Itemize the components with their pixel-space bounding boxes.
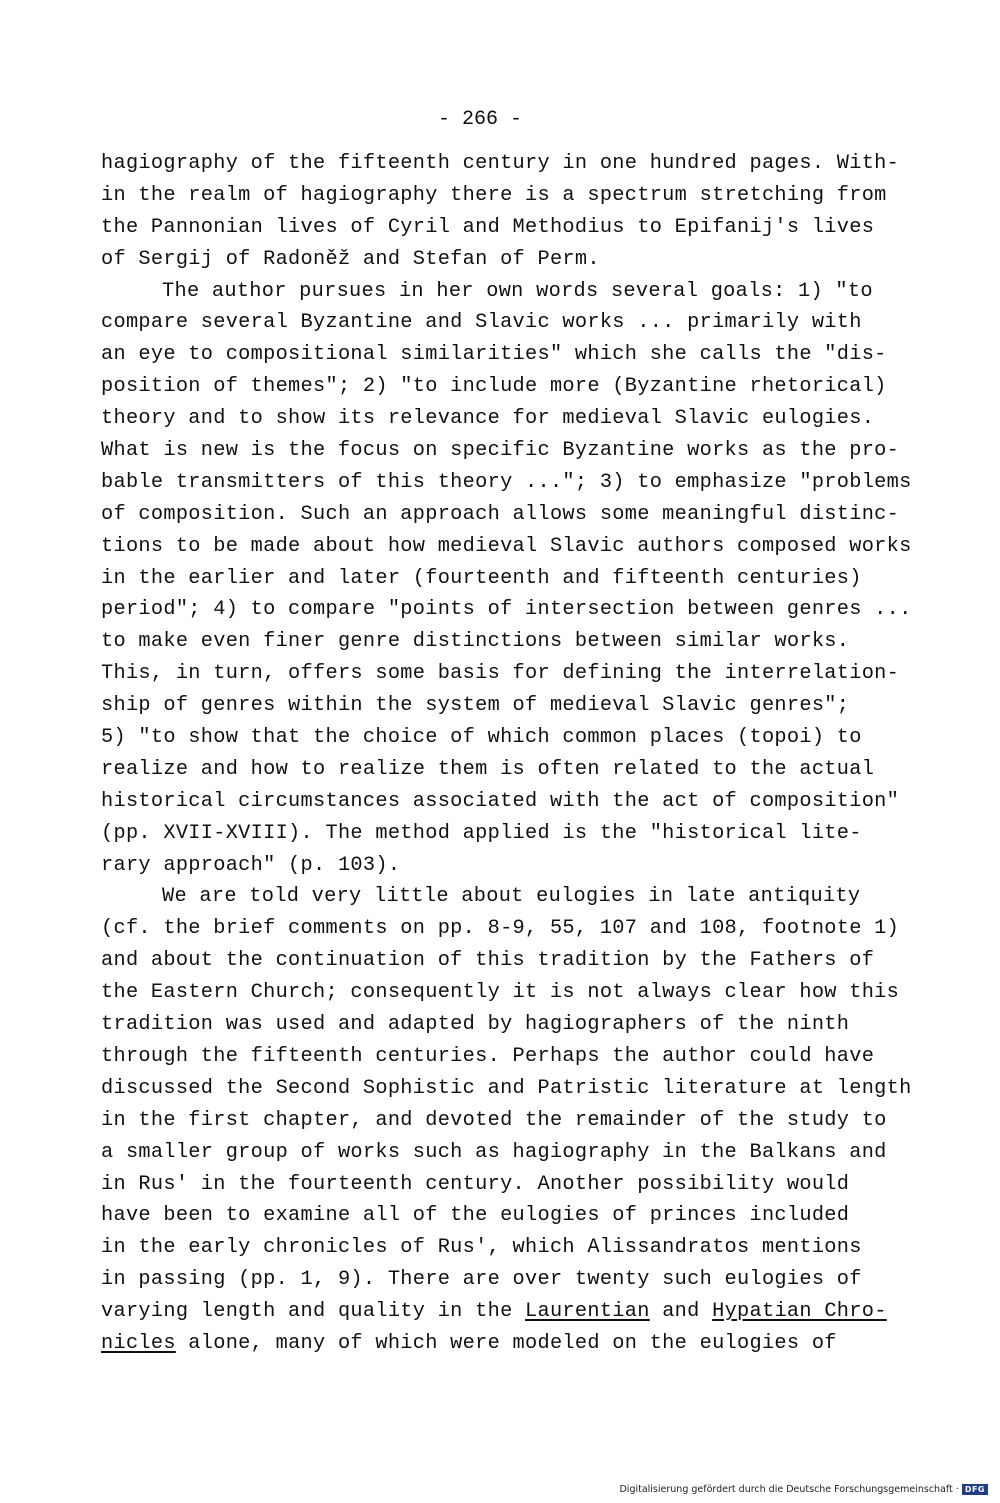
text-line: through the fifteenth centuries. Perhaps the author could have [101,1044,875,1068]
text-line: 5) "to show that the choice of which common places (topoi) to [101,726,862,750]
text-line: compare several Byzantine and Slavic works ... primarily with [101,311,862,335]
text-line: The author pursues in her own words several goals: 1) "to [162,279,873,303]
text-line: have been to examine all of the eulogies of princes included [101,1204,850,1228]
paragraph-2 [101,276,931,882]
text-line: hagiography of the fifteenth century in one hundred pages. With- [101,152,900,175]
text-line [101,1296,931,1328]
text-line: in Rus' in the fourteenth century. Another possibility would [101,1172,850,1196]
text-line: ship of genres within the system of medieval Slavic genres"; [101,694,850,718]
text-line: in the early chronicles of Rus', which Alissandratos mentions [101,1236,862,1260]
text-line: tions to be made about how medieval Slavic authors composed works [101,534,912,558]
text-line: an eye to compositional similarities" which she calls the "dis- [101,343,887,367]
text-line: (pp. XVII-XVIII). The method applied is the "historical lite- [101,821,862,845]
text-line: theory and to show its relevance for medieval Slavic eulogies. [101,407,875,431]
text-line: of composition. Such an approach allows some meaningful distinc- [101,502,900,526]
text-line: in passing (pp. 1, 9). There are over twenty such eulogies of [101,1268,862,1292]
text-line: What is new is the focus on specific Byzantine works as the pro- [101,439,900,463]
text-line: bable transmitters of this theory ..."; 3) to emphasize "problems [101,470,912,494]
paragraph-1 [101,148,931,276]
text-line: We are told very little about eulogies in late antiquity [162,885,861,909]
text-line: historical circumstances associated with the act of composition" [101,789,900,813]
page-number: - 266 - [437,108,522,131]
text-segment: varying length and quality in the [101,1300,526,1324]
underlined-title-chronicles: nicles [101,1331,176,1355]
text-line: period"; 4) to compare "points of intersection between genres ... [101,598,912,622]
text-line: in the realm of hagiography there is a spectrum stretching from [101,183,887,207]
digitization-footer [619,1484,988,1495]
text-line: realize and how to realize them is often related to the actual [101,757,875,781]
underlined-title-laurentian: Laurentian [525,1300,650,1324]
text-line: a smaller group of works such as hagiography in the Balkans and [101,1140,887,1164]
text-line: the Pannonian lives of Cyril and Methodius to Epifanij's lives [101,215,875,239]
text-line: tradition was used and adapted by hagiographers of the ninth [101,1013,850,1037]
text-line: rary approach" (p. 103). [101,853,401,877]
text-line: and about the continuation of this tradition by the Fathers of [101,949,875,973]
paragraph-3 [101,881,931,1359]
text-line: in the first chapter, and devoted the remainder of the study to [101,1108,887,1132]
text-line: discussed the Second Sophistic and Patristic literature at length [101,1076,912,1100]
text-line: (cf. the brief comments on pp. 8-9, 55, 107 and 108, footnote 1) [101,917,900,941]
underlined-title-hypatian: Hypatian Chro- [712,1300,887,1324]
text-line: to make even finer genre distinctions between similar works. [101,630,850,654]
text-line: position of themes"; 2) "to include more (Byzantine rhetorical) [101,375,887,399]
text-line: the Eastern Church; consequently it is not always clear how this [101,981,900,1005]
text-line [101,1328,931,1360]
footer-text: Digitalisierung gefördert durch die Deutsche Forschungsgemeinschaft · [619,1484,959,1495]
dfg-logo: DFG [962,1484,988,1495]
text-line: of Sergij of Radoněž and Stefan of Perm. [101,247,600,271]
text-line: in the earlier and later (fourteenth and fifteenth centuries) [101,566,862,590]
body-text [101,148,931,1360]
text-line: This, in turn, offers some basis for defining the interrelation- [101,662,900,686]
text-segment: alone, many of which were modeled on the eulogies of [175,1331,837,1355]
text-segment: and [649,1300,713,1324]
